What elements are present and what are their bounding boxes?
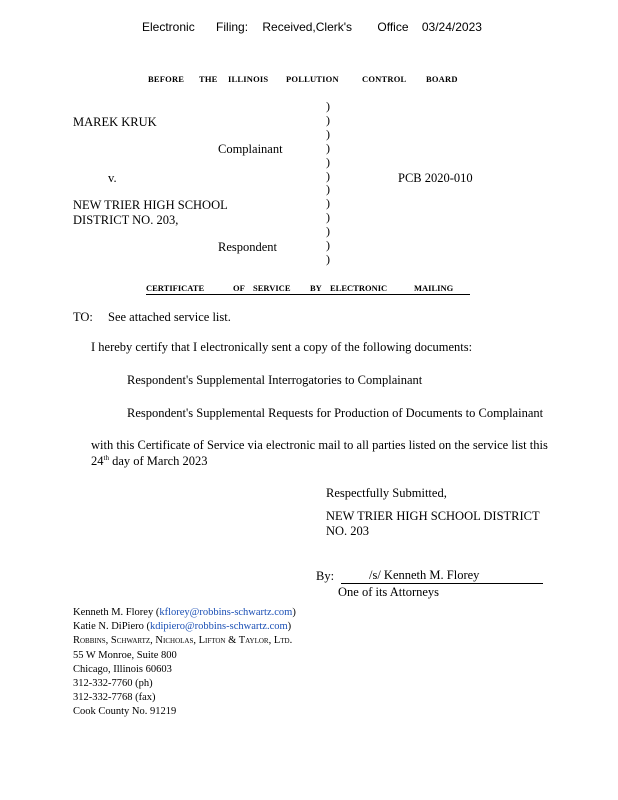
board-heading-word: BEFORE (148, 74, 185, 84)
versus-label: v. (108, 171, 117, 185)
by-label: By: (316, 569, 335, 583)
board-heading-word: POLLUTION (286, 74, 339, 84)
board-heading-word: THE (199, 74, 218, 84)
certify-statement: I hereby certify that I electronically sent a copy of the following documents: (91, 340, 473, 354)
service-statement: with this Certificate of Service via electronic mail to all parties listed on the service list this (91, 438, 548, 452)
closing-phrase: Respectfully Submitted, (326, 486, 447, 500)
cook-county-number: Cook County No. 91219 (73, 706, 177, 718)
filing-stamp (142, 20, 482, 34)
electronic-signature: /s/ Kenneth M. Florey (369, 568, 480, 582)
complainant-label: Complainant (218, 142, 283, 156)
certificate-heading-underline (146, 294, 470, 295)
service-day-rest: day of March 2023 (108, 454, 208, 469)
filing-stamp-word: Electronic (142, 20, 195, 34)
close-paren: ) (287, 621, 292, 633)
attorney-email-link[interactable]: kflorey@robbins-schwartz.com (159, 607, 293, 618)
service-day-number: 24 (91, 454, 104, 469)
attorney-contact-block (73, 606, 296, 720)
to-text: See attached service list. (108, 310, 231, 324)
client-name-line2: NO. 203 (326, 524, 370, 538)
certificate-heading-word: SERVICE (253, 283, 291, 293)
signature-line (341, 583, 543, 584)
certificate-heading-word: CERTIFICATE (146, 283, 205, 293)
service-day-suffix: th (103, 454, 109, 462)
attorney-name: Katie N. DiPiero ( (73, 621, 150, 633)
case-number: PCB 2020-010 (398, 171, 473, 185)
certificate-heading-word: OF (233, 283, 245, 293)
client-name-line1: NEW TRIER HIGH SCHOOL DISTRICT (326, 509, 540, 523)
attorney-contact-line (73, 620, 296, 634)
document-item: Respondent's Supplemental Requests for Production of Documents to Complainant (127, 406, 544, 420)
certificate-heading-word: ELECTRONIC (330, 283, 388, 293)
document-item: Respondent's Supplemental Interrogatories to Complainant (127, 373, 423, 387)
certificate-heading-word: MAILING (414, 283, 454, 293)
filing-stamp-word: Filing: (216, 20, 249, 34)
respondent-label: Respondent (218, 240, 278, 254)
filing-stamp-word: Office (377, 20, 409, 34)
attorney-email-link[interactable]: kdipiero@robbins-schwartz.com (149, 621, 288, 633)
caption-parentheses: ) ) ) ) ) ) ) ) ) ) ) ) (326, 99, 330, 266)
filing-stamp-word: Received,Clerk's (262, 20, 353, 34)
complainant-name: MAREK KRUK (73, 115, 157, 129)
firm-phone: 312-332-7760 (ph) (73, 678, 153, 690)
board-heading-word: CONTROL (362, 74, 407, 84)
board-heading-word: BOARD (426, 74, 458, 84)
firm-address-line2: Chicago, Illinois 60603 (73, 663, 172, 675)
to-label: TO: (73, 310, 93, 324)
firm-fax: 312-332-7768 (fax) (73, 692, 156, 704)
law-firm-name: Robbins, Schwartz, Nicholas, Lifton & Taylor, Ltd. (73, 635, 293, 647)
respondent-name-line1: NEW TRIER HIGH SCHOOL (73, 198, 228, 212)
filing-stamp-date: 03/24/2023 (421, 20, 482, 34)
certificate-heading-word: BY (310, 283, 322, 293)
respondent-name-line2: DISTRICT NO. 203, (73, 213, 179, 227)
close-paren: ) (292, 607, 296, 618)
signer-role: One of its Attorneys (338, 585, 440, 599)
firm-address-line1: 55 W Monroe, Suite 800 (73, 649, 177, 661)
board-heading-word: ILLINOIS (228, 74, 269, 84)
attorney-contact-line (73, 606, 296, 620)
attorney-name: Kenneth M. Florey ( (73, 607, 160, 618)
service-date (91, 454, 208, 469)
